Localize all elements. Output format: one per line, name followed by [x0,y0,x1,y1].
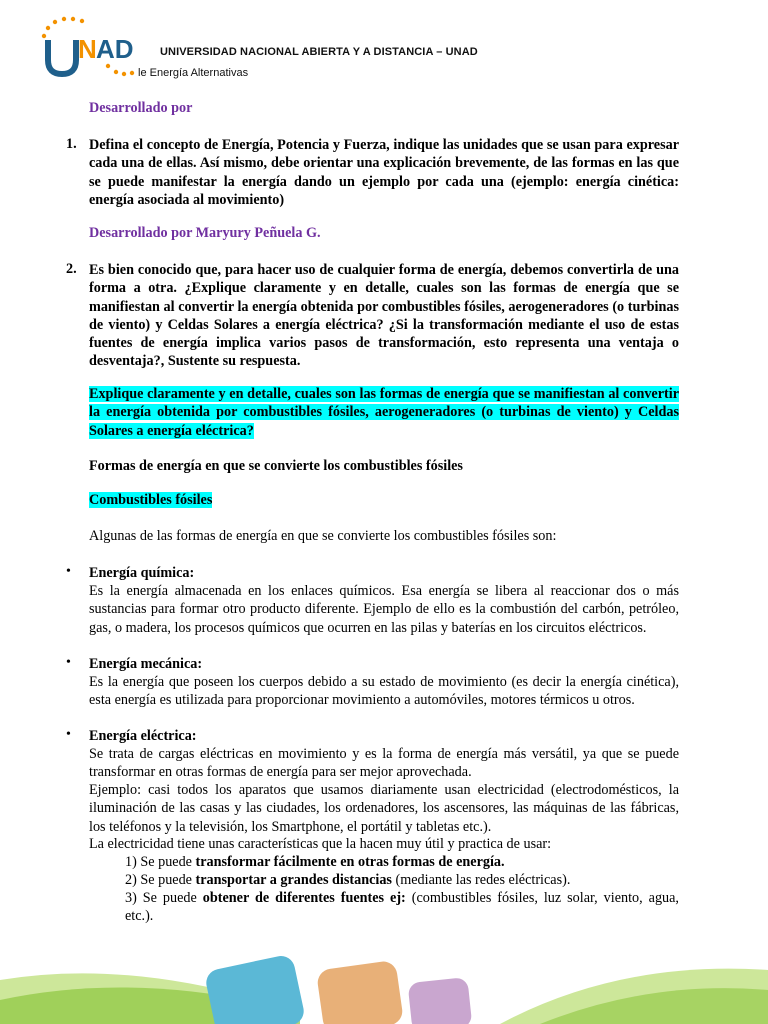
fossil-heading-text: Combustibles fósiles [89,492,213,508]
bullet-text-chemical: Es la energía almacenada en los enlaces químicos. Esa energía se libera al reaccionar dos o más sustancias para formar otro producto diferente. Ejemplo de ello es la combustión del carbón, petróleo, gas, o madera, los procesos químicos que ocurren en las pilas y baterías en los circuitos eléctricos. [89,583,679,636]
bullet-text-mechanical: Es la energía que poseen los cuerpos debido a su estado de movimiento (es decir la energía cinética), esta energía es utilizada para proporcionar movimiento a automóviles, motores térmicos u otros. [89,674,679,709]
feature-bold: transformar fácilmente en otras formas de energía. [195,854,505,870]
feature-prefix: 3) Se puede [125,890,203,906]
bullet-text-electrical: Se trata de cargas eléctricas en movimiento y es la forma de energía más versátil, ya que se puede transformar en otras formas de energía para ser mejor aprovechada. [89,746,679,781]
svg-text:N: N [78,34,97,64]
bullet-icon: • [66,727,71,742]
bullet-title-mechanical: Energía mecánica: [89,656,203,672]
svg-text:AD: AD [96,34,134,64]
developed-by-2: Desarrollado por Maryury Peñuela G. [89,225,321,241]
bullet-title-electrical: Energía eléctrica: [89,728,197,744]
feature-item [125,871,679,889]
feature-item [125,853,679,871]
feature-bold: obtener de diferentes fuentes ej: [202,890,406,906]
electrical-example: Ejemplo: casi todos los aparatos que usamos diariamente usan electricidad (electrodomésticos, la iluminación de las casas y las ciudades, los ordenadores, los ascensores, las máquinas de las fábricas, los teléfonos y la televisión, los Smartphone, el portátil y tabletas etc.). [89,782,679,835]
feature-suffix: (mediante las redes eléctricas). [391,872,571,888]
subheading-fossil-forms: Formas de energía en que se convierte los combustibles fósiles [89,458,463,474]
unad-logo [38,14,138,84]
decorative-footer [0,940,768,1024]
feature-prefix: 1) Se puede [125,854,196,870]
bullet-icon: • [66,564,71,579]
feature-suffix: (combustibles fósiles, luz solar, viento, agua, etc.). [125,890,679,925]
item-number-1: 1. [66,136,77,152]
question-2: Es bien conocido que, para hacer uso de cualquier forma de energía, debemos convertirla de una forma a otra. ¿Explique claramente y en detalle, cuales son las formas de energía que se manifiestan al convertir la energía obtenida por combustibles fósiles, aerogeneradores (o turbinas de viento) y Celdas Solares a energía eléctrica? ¿Si la transformación mediante el uso de estas fuentes de energía implica varios pasos de transformación, esto representa una ventaja o desventaja?, Sustente su respuesta. [89,262,679,370]
electrical-features-intro: La electricidad tiene unas características que la hacen muy útil y practica de usar: [89,836,552,852]
item-number-2: 2. [66,261,77,277]
highlight-text: Explique claramente y en detalle, cuales son las formas de energía que se manifiestan al convertir la energía obtenida por combustibles fósiles, aerogeneradores (o turbinas de viento) y Celdas Solares a energía eléctrica? [89,386,679,439]
university-name: UNIVERSIDAD NACIONAL ABIERTA Y A DISTANCIA – UNAD [160,46,478,58]
bullet-title-chemical: Energía química: [89,565,195,581]
document-header [0,0,768,90]
bullet-icon: • [66,655,71,670]
feature-prefix: 2) Se puede [125,872,196,888]
question-1: Defina el concepto de Energía, Potencia y Fuerza, indique las unidades que se usan para expresar cada una de ellas. Así mismo, debe orientar una explicación brevemente, de las formas en las que se puede manifestar la energía dando un ejemplo por cada una (ejemplo: energía cinética: energía asociada al movimiento) [89,137,679,208]
highlighted-question [89,385,679,440]
developed-by-1: Desarrollado por [89,100,193,116]
intro-text: Algunas de las formas de energía en que se convierte los combustibles fósiles son: [89,528,557,544]
fossil-heading [89,491,212,509]
feature-bold: transportar a grandes distancias [195,872,392,888]
course-name: le Energía Alternativas [138,67,249,79]
feature-item [125,889,679,926]
